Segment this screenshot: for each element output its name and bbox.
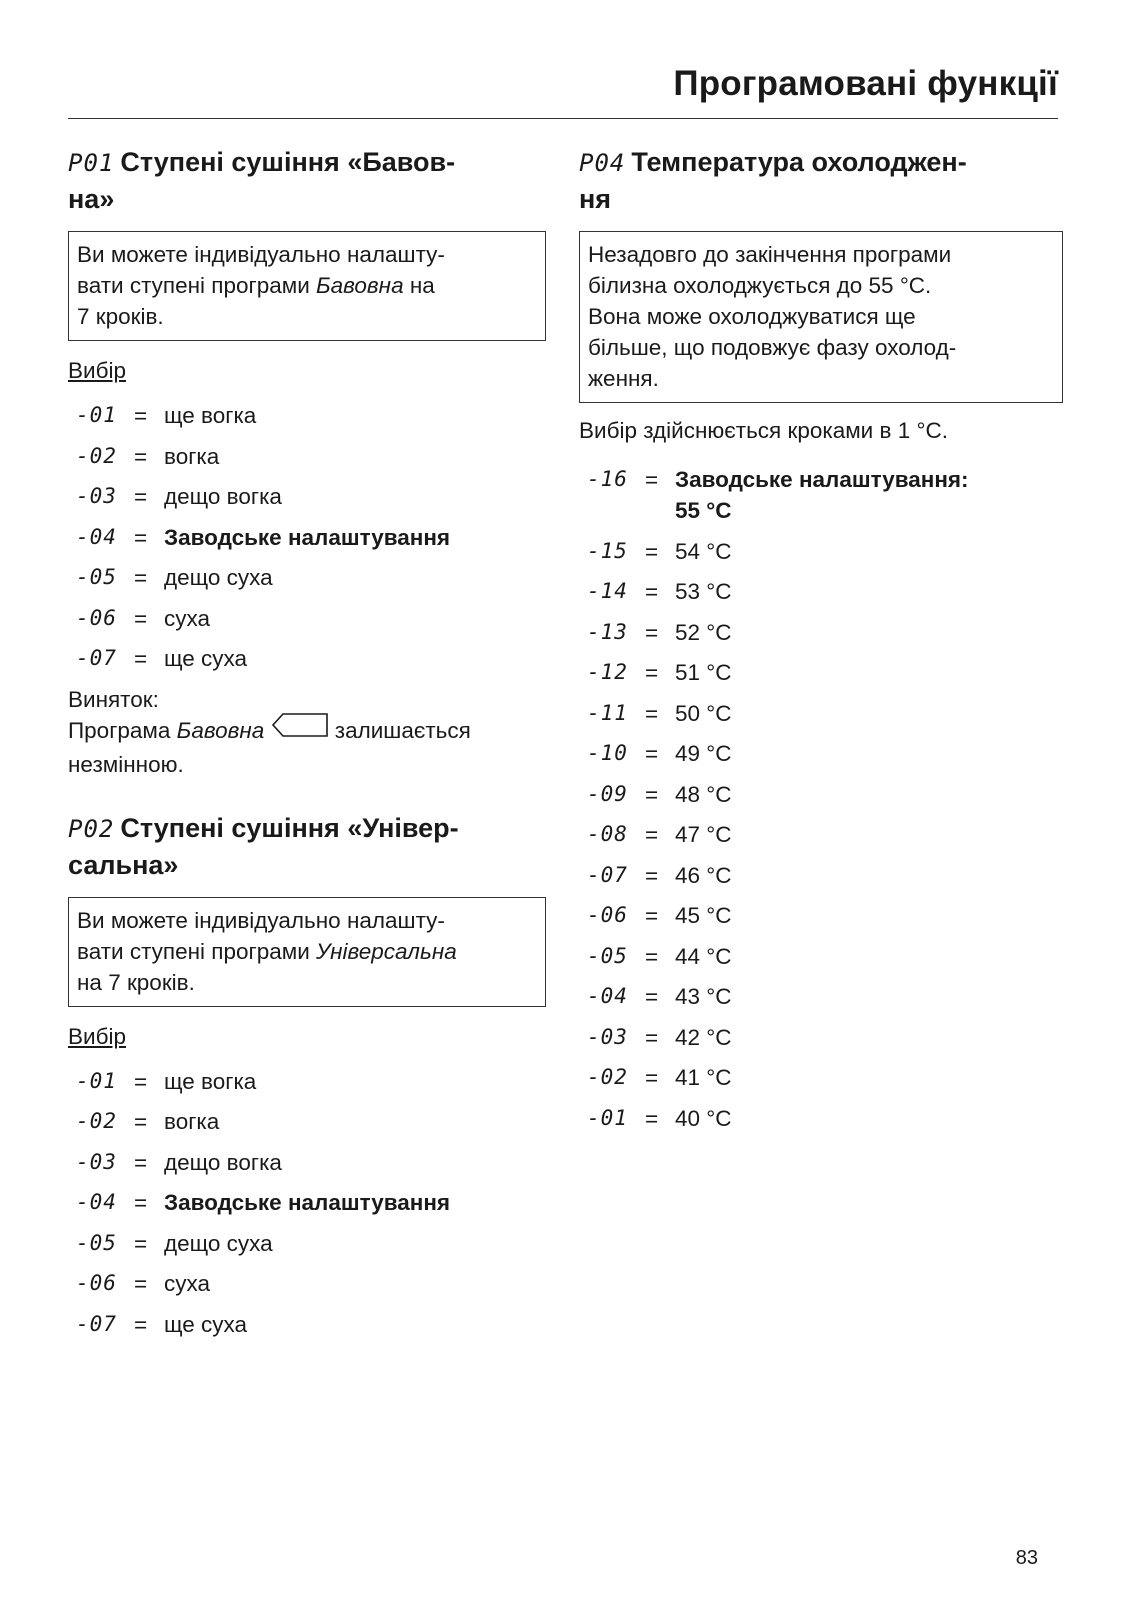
- equals-sign: =: [645, 862, 659, 888]
- section-p04-title: P04 Температура охолоджен- ня: [579, 147, 967, 214]
- equals-sign: =: [645, 1024, 659, 1050]
- option-code: -13: [587, 619, 628, 644]
- option-row: [579, 738, 1063, 769]
- option-code: -04: [76, 524, 117, 549]
- equals-sign: =: [645, 741, 659, 766]
- option-row: [579, 860, 1063, 891]
- equals-sign: =: [645, 619, 659, 645]
- equals-sign: =: [645, 822, 659, 847]
- option-code: -07: [76, 1311, 117, 1336]
- equals-sign: =: [134, 1109, 148, 1135]
- option-value: Заводське налаштування: [164, 524, 451, 550]
- option-row: [579, 981, 1063, 1012]
- option-code: -01: [76, 1068, 117, 1093]
- option-code: -16: [587, 467, 628, 491]
- option-code: -10: [587, 741, 628, 765]
- option-value: Заводське налаштування: 55 °C: [675, 467, 969, 523]
- option-value: 44 °C: [675, 943, 732, 969]
- equals-sign: =: [134, 403, 148, 428]
- equals-sign: =: [645, 538, 659, 564]
- option-row: [68, 1268, 546, 1299]
- option-code: -03: [76, 1149, 117, 1174]
- section-p01: [68, 144, 546, 780]
- equals-sign: =: [645, 943, 659, 969]
- option-row: [68, 1228, 546, 1259]
- option-row: [579, 779, 1063, 810]
- option-value: ще вогка: [164, 403, 257, 428]
- option-value: 42 °C: [675, 1024, 732, 1050]
- equals-sign: =: [134, 1230, 148, 1256]
- section-code: P04: [579, 149, 626, 177]
- equals-sign: =: [645, 1065, 659, 1090]
- option-row: [68, 481, 546, 512]
- option-value: вогка: [164, 443, 220, 469]
- equals-sign: =: [134, 1311, 148, 1337]
- option-row: [579, 617, 1063, 648]
- page-number: 83: [1015, 1547, 1038, 1569]
- option-value: 49 °C: [675, 741, 732, 766]
- option-row: [579, 657, 1063, 688]
- equals-sign: =: [134, 484, 148, 509]
- option-code: -15: [587, 538, 628, 563]
- option-row: [579, 941, 1063, 972]
- option-code: -03: [587, 1024, 628, 1049]
- option-value: 45 °C: [675, 903, 732, 928]
- option-code: -02: [76, 443, 117, 468]
- option-code: -14: [587, 579, 628, 603]
- option-row: [579, 698, 1063, 729]
- option-row: [68, 400, 546, 431]
- option-row: [68, 1106, 546, 1137]
- equals-sign: =: [134, 524, 148, 550]
- option-value: вогка: [164, 1109, 220, 1135]
- option-row: [579, 900, 1063, 931]
- option-value: 47 °C: [675, 822, 732, 847]
- equals-sign: =: [645, 781, 659, 807]
- section-code: P01: [68, 149, 115, 177]
- option-code: -02: [587, 1065, 628, 1089]
- equals-sign: =: [645, 984, 659, 1009]
- equals-sign: =: [134, 1271, 148, 1297]
- equals-sign: =: [134, 565, 148, 590]
- equals-sign: =: [134, 646, 148, 671]
- option-value: 54 °C: [675, 538, 732, 564]
- option-value: суха: [164, 605, 211, 631]
- option-code: -01: [587, 1105, 628, 1130]
- option-row: [68, 522, 546, 553]
- option-value: 52 °C: [675, 619, 732, 645]
- option-code: -04: [76, 1190, 117, 1215]
- option-list: [579, 464, 1063, 1134]
- option-value: 43 °C: [675, 984, 732, 1009]
- option-row: [579, 1022, 1063, 1053]
- exception-note: Виняток: Програма Бавовна залишається незмінною.: [68, 686, 471, 777]
- equals-sign: =: [645, 700, 659, 726]
- equals-sign: =: [645, 660, 659, 685]
- option-value: 40 °C: [675, 1105, 732, 1131]
- equals-sign: =: [134, 443, 148, 469]
- option-value: Заводське налаштування: [164, 1190, 451, 1216]
- option-row: [68, 1187, 546, 1218]
- option-list: [68, 400, 546, 674]
- option-value: суха: [164, 1271, 211, 1297]
- choice-label: Вибір: [68, 1023, 126, 1049]
- option-value: ще суха: [164, 646, 248, 671]
- equals-sign: =: [134, 605, 148, 631]
- section-p01-title: P01 Ступені сушіння «Бавов- на»: [68, 147, 456, 214]
- option-value: дещо суха: [164, 565, 273, 590]
- option-value: 50 °C: [675, 700, 732, 726]
- page-header: [68, 64, 1058, 119]
- section-p02-title: P02 Ступені сушіння «Універ- сальна»: [68, 812, 459, 880]
- section-code: P02: [68, 814, 115, 843]
- section-p04: [579, 144, 1063, 1134]
- option-value: ще вогка: [164, 1068, 257, 1094]
- equals-sign: =: [134, 1190, 148, 1216]
- option-row: [68, 1066, 546, 1097]
- option-row: [68, 1309, 546, 1340]
- option-value: 48 °C: [675, 781, 732, 807]
- equals-sign: =: [134, 1149, 148, 1175]
- equals-sign: =: [645, 467, 659, 492]
- info-box: Ви можете індивідуально налашту- вати ступені програми Універсальна на 7 кроків.: [68, 897, 546, 1007]
- equals-sign: =: [645, 903, 659, 928]
- option-code: -05: [587, 943, 628, 968]
- option-code: -04: [587, 984, 628, 1008]
- option-code: -05: [76, 565, 117, 589]
- option-value: ще суха: [164, 1311, 248, 1337]
- option-value: дещо вогка: [164, 484, 282, 509]
- option-code: -09: [587, 781, 628, 806]
- option-value: 51 °C: [675, 660, 732, 685]
- option-row: [68, 441, 546, 472]
- option-code: -11: [587, 700, 628, 725]
- left-column: [68, 144, 546, 1349]
- option-code: -05: [76, 1230, 117, 1255]
- step-note: Вибір здійснюється кроками в 1 °C.: [579, 418, 948, 443]
- option-code: -06: [587, 903, 628, 927]
- option-code: -03: [76, 484, 117, 508]
- option-row: [579, 576, 1063, 607]
- info-box: Ви можете індивідуально налашту- вати ступені програми Бавовна на 7 кроків.: [68, 231, 546, 341]
- option-row: [68, 1147, 546, 1178]
- option-value: 41 °C: [675, 1065, 732, 1090]
- option-code: -01: [76, 403, 117, 427]
- option-value: 46 °C: [675, 862, 732, 888]
- option-value: 53 °C: [675, 579, 732, 604]
- program-tag-icon: [271, 712, 329, 746]
- option-list: [68, 1066, 546, 1340]
- option-row: [579, 1103, 1063, 1134]
- option-row: [579, 1062, 1063, 1093]
- option-code: -07: [76, 646, 117, 670]
- section-p02: [68, 810, 546, 1340]
- option-row: [68, 562, 546, 593]
- option-row-default: [579, 464, 1063, 526]
- option-row: [579, 536, 1063, 567]
- equals-sign: =: [645, 579, 659, 604]
- info-box: Незадовго до закінчення програми білизна охолоджується до 55 °C. Вона може охолоджуватися ще більше, що подовжує фазу охолод- ження.: [579, 231, 1063, 403]
- option-row: [68, 643, 546, 674]
- option-code: -08: [587, 822, 628, 846]
- option-code: -07: [587, 862, 628, 887]
- page-title: Програмовані функції: [673, 64, 1058, 103]
- option-code: -06: [76, 1271, 117, 1296]
- equals-sign: =: [645, 1105, 659, 1131]
- option-row: [68, 603, 546, 634]
- right-column: [579, 144, 1063, 1143]
- equals-sign: =: [134, 1068, 148, 1094]
- option-value: дещо вогка: [164, 1149, 282, 1175]
- option-row: [579, 819, 1063, 850]
- choice-label: Вибір: [68, 358, 126, 383]
- option-value: дещо суха: [164, 1230, 273, 1256]
- option-code: -12: [587, 660, 628, 684]
- option-code: -02: [76, 1109, 117, 1134]
- option-code: -06: [76, 605, 117, 630]
